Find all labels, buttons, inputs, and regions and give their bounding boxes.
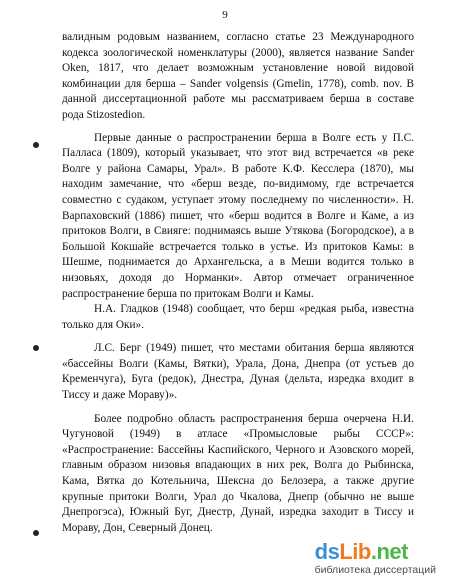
paragraph: Н.А. Гладков (1948) сообщает, что берш «редкая рыба, известна только для Оки». [62, 303, 414, 331]
margin-dot [33, 142, 39, 148]
margin-dot [33, 530, 39, 536]
page-number: 9 [222, 9, 228, 21]
margin-dot [33, 345, 39, 351]
paragraph: Первые данные о распространении берша в Волге есть у П.С. Палласа (1809), который указывает, что этот вид встречается «в реке Волге у района Самары, Урал». В работе К.Ф. Кесслера (1870), мы находим замечание, что «берш везде, по-видимому, где встречается совместно с судаком, уступает этому последнему по численности». Н. Варпаховский (1886) пишет, что «берш водится в Волге и Каме, а из притоков Волги, в Свияге: поднимаясь выше Утякова (Богородское), а в Большой Кокшайе встречается только в устье. Из притоков Камы: в Шешме, поднимается до Архангельска, а в Меши водится только в низовьях, доходя до Норманки». Автор отмечает ограниченное распространение берша по притокам Волги и Камы. [62, 131, 414, 300]
paragraph: Более подробно область распространения берша очерчена Н.И. Чугуновой (1949) в атласе «Промысловые рыбы СССР»: «Распространение: Бассейны Каспийского, Черного и Азовского морей, главным образом низовья впадающих в них рек, Волга до Рыбинска, Кама, Вятка до Котельнича, Шексна до Белозера, а также другие крупные притоки Волги, Урал до Чкалова, Днепр (обычно не выше Днепрогэса), Южный Буг, Днестр, Дунай, изредка заходит в Тиссу и Мораву, Дон, Северный Донец. [62, 412, 414, 534]
paragraph: валидным родовым названием, согласно статье 23 Международного кодекса зоологической номенклатуры (2000), является название Sander Oken, 1817, что делает возможным установление новой видовой комбинации для берша – Sander volgensis (Gmelin, 1778), comb. nov. В данной диссертационной работе мы рассматриваем берша в составе рода Stizostedion. [62, 31, 414, 121]
watermark [315, 541, 436, 576]
body-text [62, 30, 414, 536]
watermark-logo: dsLib.net [314, 539, 408, 564]
paragraph: Л.С. Берг (1949) пишет, что местами обитания берша являются «бассейны Волги (Камы, Вятки), Урала, Дона, Днепра (от устьев до Кременчуга), Буга (редок), Днестра, Дуная (дельта, изредка входит в Тиссу и даже Мораву)». [62, 342, 414, 402]
watermark-subtitle: библиотека диссертаций [314, 564, 436, 576]
